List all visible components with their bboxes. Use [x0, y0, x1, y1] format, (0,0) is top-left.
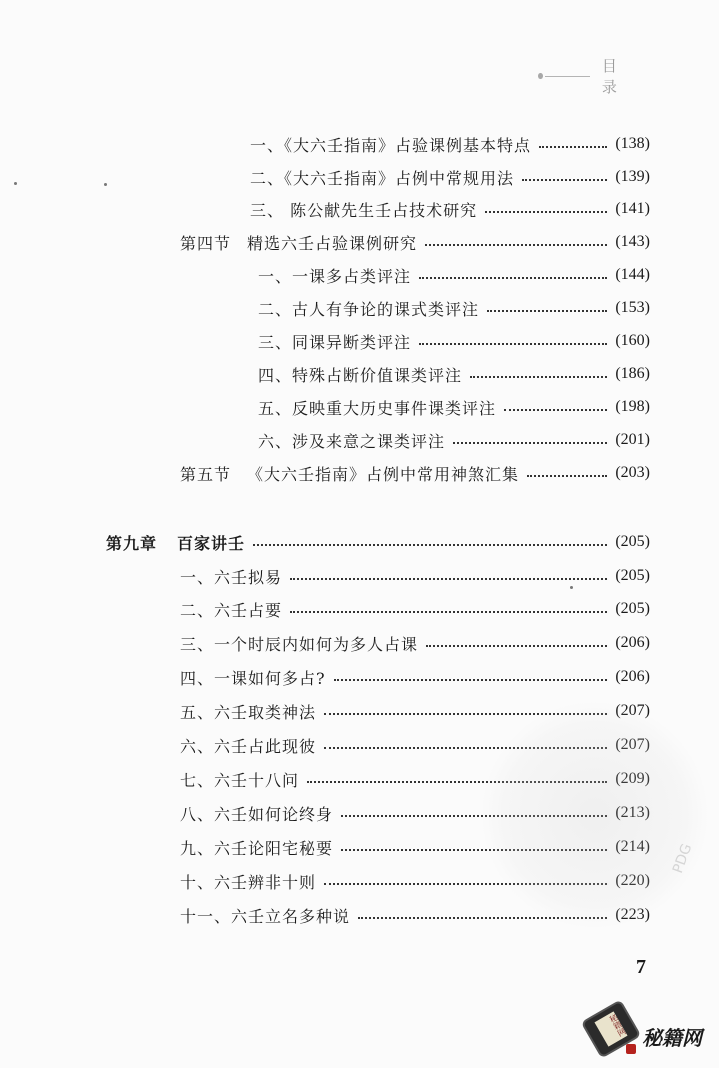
entry-title: 三、同课异断类评注: [258, 332, 412, 352]
dot-leader: [419, 277, 607, 279]
dot-leader: [324, 713, 607, 715]
entry-page: (223): [615, 906, 650, 923]
header-rule: [545, 76, 590, 77]
dot-leader: [253, 544, 607, 546]
dot-leader: [358, 917, 607, 919]
entry-title: 三、 陈公献先生壬占技术研究: [250, 200, 478, 220]
toc-entry[interactable]: [180, 733, 650, 757]
entry-page: (220): [615, 872, 650, 889]
entry-title: 十一、六壬立名多种说: [180, 906, 351, 926]
toc-section-entry[interactable]: [180, 230, 650, 254]
entry-page: (160): [615, 332, 650, 349]
dot-leader: [522, 179, 607, 181]
toc-chapter-entry[interactable]: [106, 530, 650, 554]
dot-leader: [419, 343, 607, 345]
entry-title: 六、涉及来意之课类评注: [258, 431, 446, 451]
toc-entry[interactable]: [258, 263, 650, 287]
entry-title: 八、六壬如何论终身: [180, 804, 334, 824]
entry-page: (205): [615, 600, 650, 617]
chapter-label: 第九章: [106, 533, 158, 553]
entry-title: 五、六壬取类神法: [180, 702, 317, 722]
toc-entry[interactable]: [180, 665, 650, 689]
entry-page: (213): [615, 804, 650, 821]
entry-title: 九、六壬论阳宅秘要: [180, 838, 334, 858]
dot-leader: [470, 376, 607, 378]
toc-section-entry[interactable]: [180, 461, 650, 485]
toc-entry[interactable]: [180, 801, 650, 825]
dot-leader: [324, 883, 607, 885]
entry-title: 一、一课多占类评注: [258, 266, 412, 286]
section-title: 《大六壬指南》占例中常用神煞汇集: [247, 464, 520, 484]
entry-title: 一、《大六壬指南》占验课例基本特点: [250, 135, 532, 155]
scan-speck: [14, 182, 17, 185]
dot-leader: [290, 578, 607, 580]
entry-page: (186): [615, 365, 650, 382]
dot-leader: [485, 211, 607, 213]
entry-page: (153): [615, 299, 650, 316]
entry-page: (214): [615, 838, 650, 855]
scan-speck: [570, 586, 573, 589]
toc-entry[interactable]: [180, 767, 650, 791]
entry-page: (139): [615, 168, 650, 185]
entry-page: (143): [615, 233, 650, 250]
dot-leader: [487, 310, 607, 312]
dot-leader: [290, 611, 607, 613]
dot-leader: [426, 645, 607, 647]
entry-title: 一、六壬拟易: [180, 567, 283, 587]
watermark-text: PDG: [670, 841, 696, 876]
dot-leader: [307, 781, 607, 783]
entry-page: (141): [615, 200, 650, 217]
entry-title: 三、一个时辰内如何为多人占课: [180, 634, 419, 654]
logo-badge-text: 秘籍网: [594, 1011, 627, 1046]
entry-title: 四、特殊占断价值课类评注: [258, 365, 463, 385]
entry-title: 二、古人有争论的课式类评注: [258, 299, 480, 319]
dot-leader: [527, 475, 607, 477]
toc-entry[interactable]: [258, 329, 650, 353]
toc-entry[interactable]: [258, 428, 650, 452]
entry-page: (144): [615, 266, 650, 283]
entry-page: (198): [615, 398, 650, 415]
dot-leader: [453, 442, 607, 444]
entry-page: (138): [615, 135, 650, 152]
entry-page: (206): [615, 634, 650, 651]
dot-leader: [324, 747, 607, 749]
toc-entry[interactable]: [258, 395, 650, 419]
toc-entry[interactable]: [180, 903, 650, 927]
entry-page: (207): [615, 736, 650, 753]
toc-entry[interactable]: [180, 835, 650, 859]
entry-title: 十、六壬辨非十则: [180, 872, 317, 892]
dot-leader: [341, 815, 607, 817]
page-number: 7: [636, 956, 646, 978]
entry-title: 四、一课如何多占?: [180, 668, 326, 688]
toc-entry[interactable]: [250, 165, 650, 189]
toc-entry[interactable]: [250, 132, 650, 156]
red-seal-icon: [626, 1044, 636, 1054]
dot-leader: [539, 146, 607, 148]
entry-title: 六、六壬占此现彼: [180, 736, 317, 756]
toc-entry[interactable]: [180, 869, 650, 893]
entry-page: (205): [615, 567, 650, 584]
chapter-title: 百家讲壬: [177, 533, 246, 553]
section-label: 第五节: [180, 464, 232, 484]
entry-page: (205): [615, 533, 650, 550]
dot-leader: [334, 679, 608, 681]
toc-entry[interactable]: [258, 296, 650, 320]
section-title: 精选六壬占验课例研究: [247, 233, 418, 253]
entry-title: 二、《大六壬指南》占例中常规用法: [250, 168, 515, 188]
scan-speck: [104, 183, 107, 186]
dot-leader: [504, 409, 607, 411]
entry-title: 五、反映重大历史事件课类评注: [258, 398, 497, 418]
toc-entry[interactable]: [250, 197, 650, 221]
entry-page: (201): [615, 431, 650, 448]
toc-entry[interactable]: [258, 362, 650, 386]
entry-page: (207): [615, 702, 650, 719]
header-dot-ornament: [538, 73, 543, 79]
dot-leader: [341, 849, 607, 851]
header-title: 目 录: [601, 57, 631, 96]
site-name[interactable]: 秘籍网: [642, 1026, 702, 1050]
entry-page: (209): [615, 770, 650, 787]
toc-entry[interactable]: [180, 564, 650, 588]
running-header: [530, 57, 660, 96]
entry-title: 七、六壬十八问: [180, 770, 300, 790]
toc-entry[interactable]: [180, 597, 650, 621]
toc-entry[interactable]: [180, 631, 650, 655]
entry-page: (206): [615, 668, 650, 685]
section-label: 第四节: [180, 233, 232, 253]
entry-page: (203): [615, 464, 650, 481]
dot-leader: [425, 244, 607, 246]
entry-title: 二、六壬占要: [180, 600, 283, 620]
toc-entry[interactable]: [180, 699, 650, 723]
